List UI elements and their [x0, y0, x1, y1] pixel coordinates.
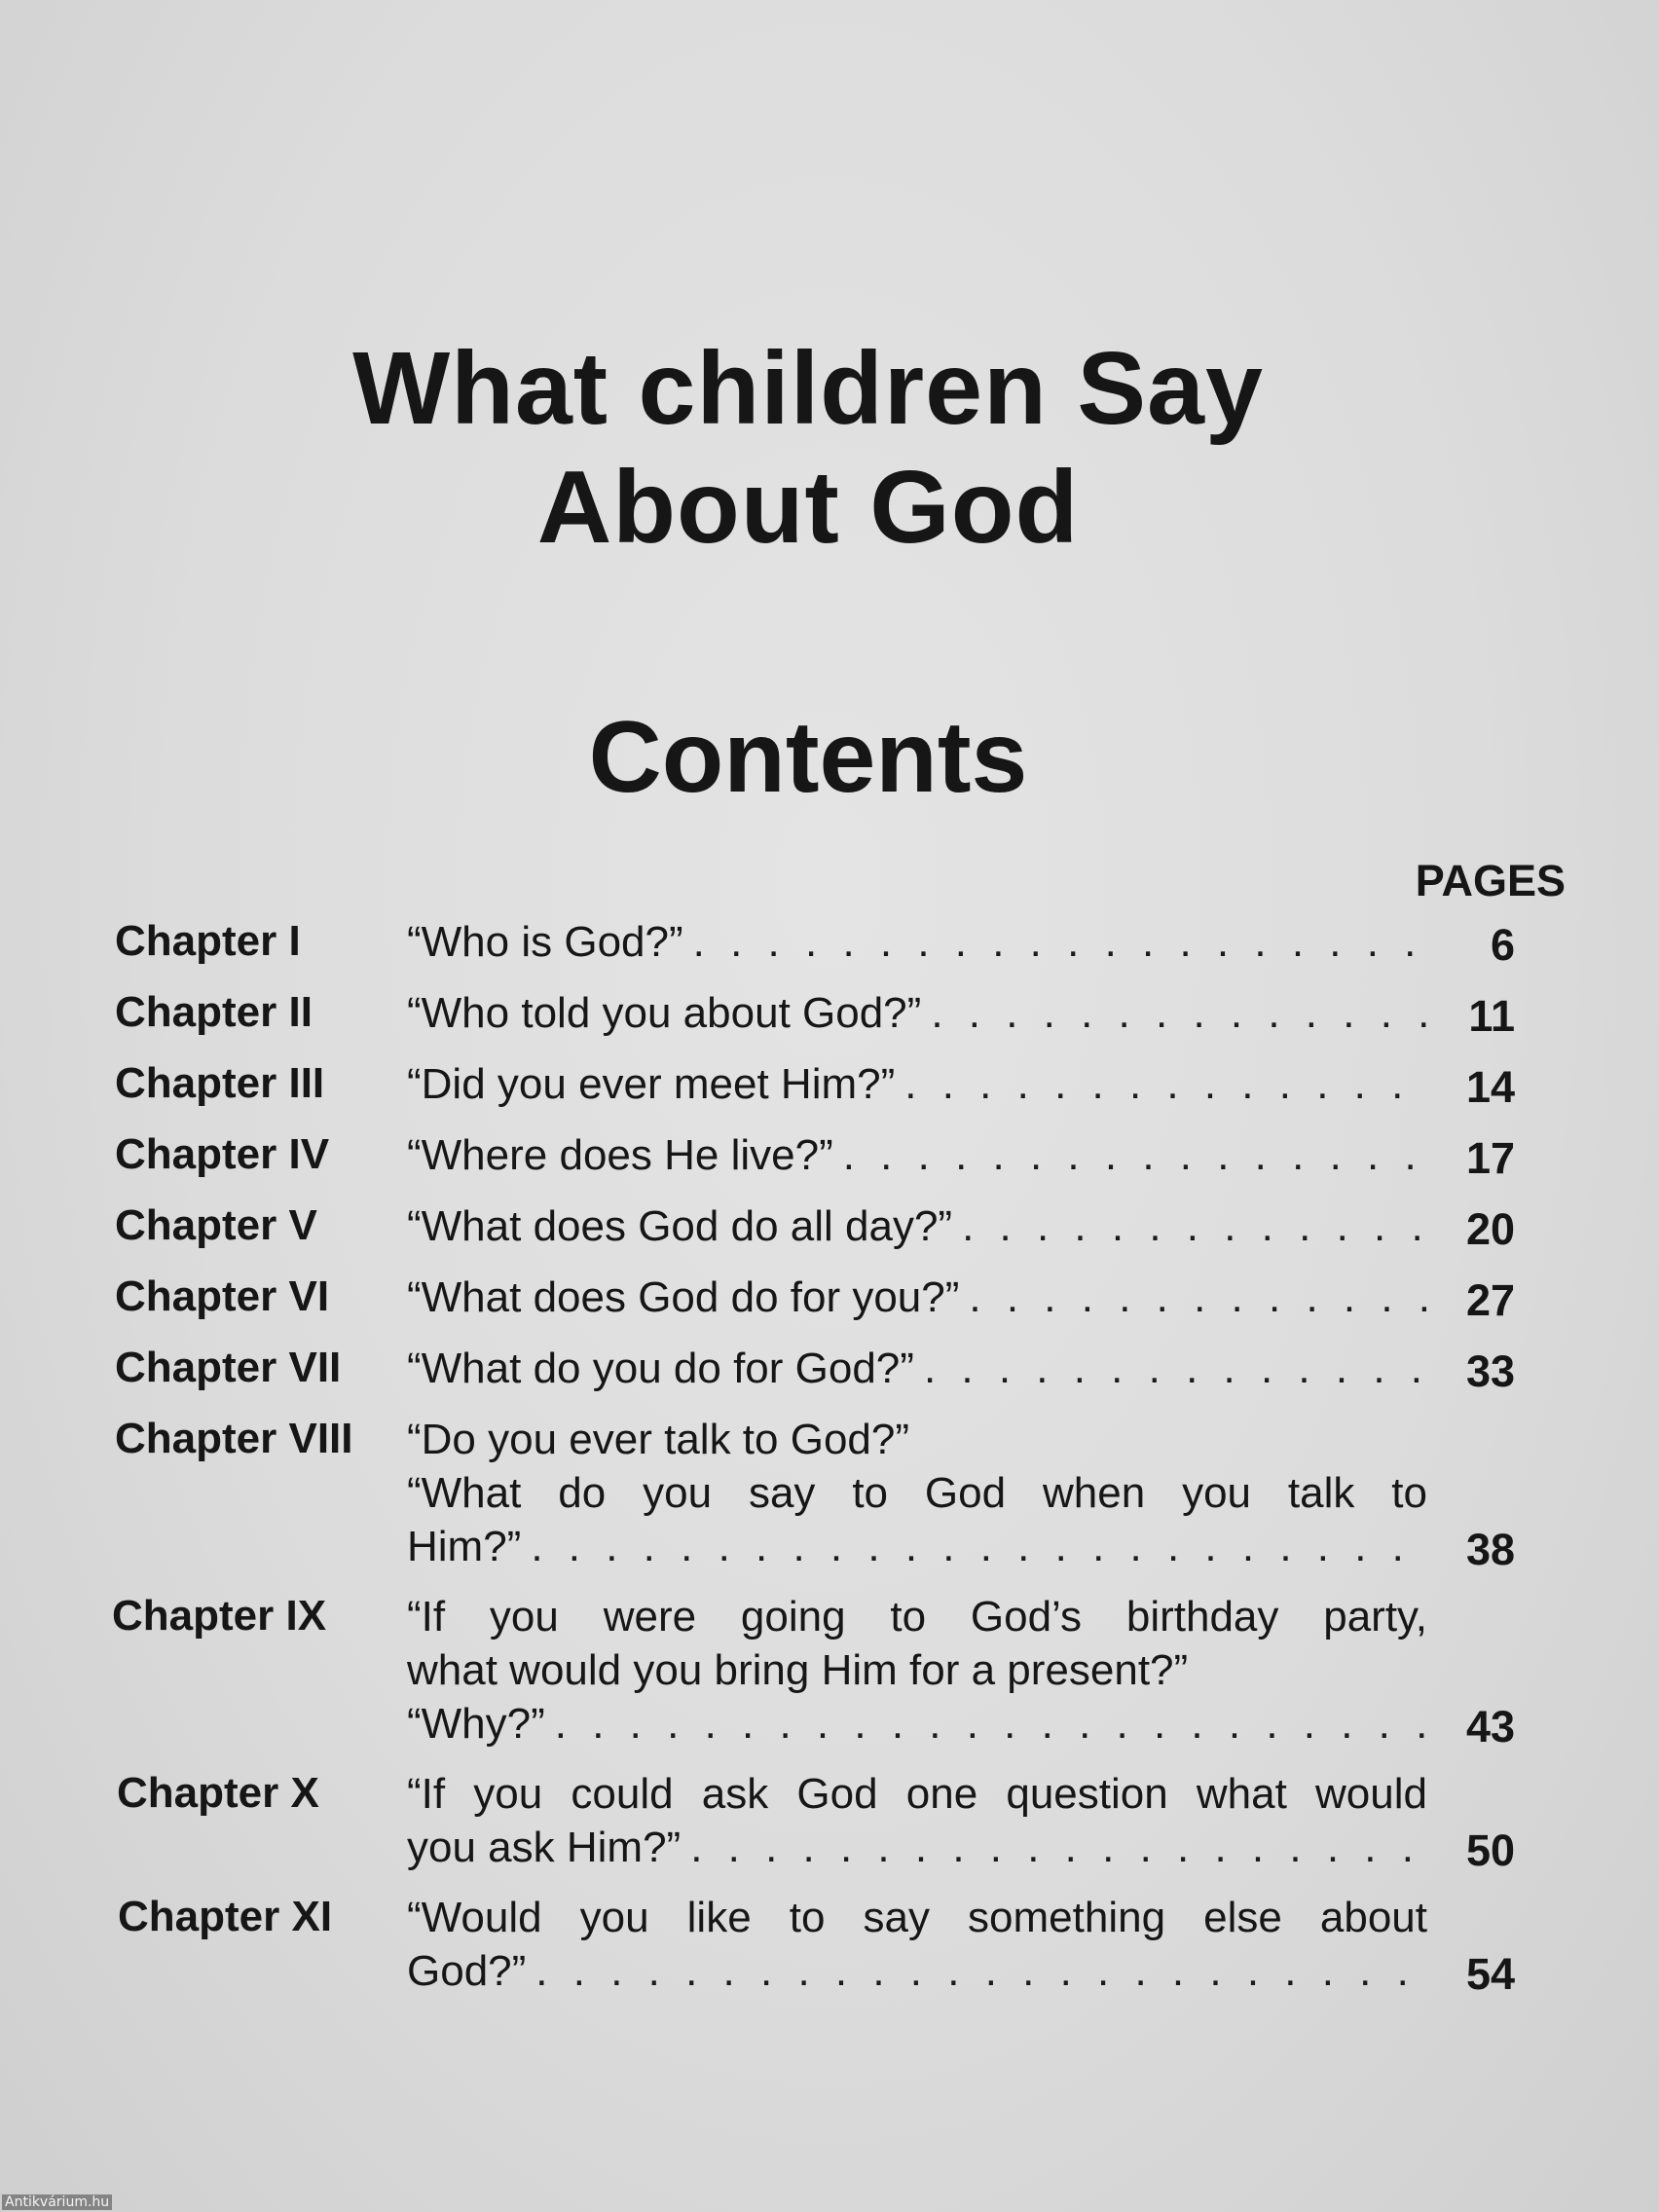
chapter-title-line: “What do you say to God when you talk to [407, 1469, 1427, 1517]
chapter-title-line: what would you bring Him for a present?” [407, 1646, 1189, 1694]
page-number: 54 [1465, 1949, 1515, 1999]
page-number: 27 [1465, 1275, 1515, 1325]
chapter-title [407, 986, 1427, 1040]
chapter-label: Chapter V [115, 1201, 317, 1249]
chapter-title-line: “What do you do for God?” . . . [407, 1342, 1427, 1395]
chapter-title-line: “Did you ever meet Him?” . . . [407, 1057, 1427, 1111]
chapter-title-line: God?” . . . [407, 1944, 1427, 1998]
chapter-title [407, 1199, 1427, 1253]
book-title-line-1: What children Say [352, 331, 1264, 446]
dot-leader [962, 1199, 1427, 1253]
page-number: 14 [1465, 1062, 1515, 1112]
chapter-title [407, 1342, 1427, 1395]
chapter-label: Chapter VI [115, 1272, 330, 1320]
chapter-title-line: “What does God do for you?” . . . [407, 1271, 1427, 1324]
page-number: 20 [1465, 1204, 1515, 1254]
dot-leader [690, 1821, 1427, 1874]
page-number: 50 [1465, 1825, 1515, 1875]
chapter-title [407, 1413, 1427, 1573]
chapter-title [407, 1128, 1427, 1182]
chapter-label: Chapter IV [115, 1130, 330, 1178]
chapter-title [407, 915, 1427, 969]
dot-leader [931, 986, 1427, 1040]
dot-leader [843, 1128, 1427, 1182]
dot-leader [969, 1271, 1427, 1324]
chapter-title [407, 1271, 1427, 1324]
chapter-title-line: “If you could ask God one question what would [407, 1770, 1427, 1818]
page-number: 17 [1465, 1133, 1515, 1183]
chapter-label: Chapter III [115, 1059, 325, 1107]
page-number: 38 [1465, 1525, 1515, 1574]
dot-leader [693, 915, 1427, 969]
chapter-title-line: “Who told you about God?” . . . [407, 986, 1427, 1040]
dot-leader [904, 1057, 1427, 1111]
chapter-title-line: you ask Him?” . . . [407, 1821, 1427, 1874]
chapter-label: Chapter VIII [115, 1415, 353, 1462]
contents-heading: Contents [588, 701, 1028, 814]
chapter-title-line: “Do you ever talk to God?” [407, 1416, 910, 1463]
dot-leader [555, 1697, 1427, 1751]
chapter-label: Chapter XI [118, 1893, 333, 1940]
chapter-title-line: Him?” . . . [407, 1520, 1427, 1573]
dot-leader [924, 1342, 1427, 1395]
pages-column-header: PAGES [1415, 856, 1566, 905]
chapter-label: Chapter IX [112, 1592, 327, 1640]
chapter-title-line: “If you were going to God’s birthday party, [407, 1593, 1427, 1641]
chapter-title [407, 1590, 1427, 1751]
page-number: 6 [1490, 920, 1515, 970]
chapter-title-line: “Where does He live?” . . . [407, 1128, 1427, 1182]
book-title-line-2: About God [536, 450, 1080, 565]
page-number: 33 [1465, 1346, 1515, 1396]
chapter-label: Chapter VII [115, 1344, 342, 1391]
page-number: 11 [1468, 991, 1515, 1041]
dot-leader [535, 1944, 1427, 1998]
chapter-title [407, 1057, 1427, 1111]
chapter-title-line: “Would you like to say something else about [407, 1894, 1427, 1941]
page-number: 43 [1465, 1702, 1515, 1751]
chapter-label: Chapter II [115, 988, 313, 1036]
chapter-label: Chapter X [117, 1769, 319, 1817]
chapter-title [407, 1767, 1427, 1874]
watermark: Antikvárium.hu [2, 2194, 112, 2210]
chapter-label: Chapter I [115, 917, 301, 965]
chapter-title-line: “What does God do all day?” . . . [407, 1199, 1427, 1253]
chapter-title-line: “Who is God?” . . . [407, 915, 1427, 969]
chapter-title-line: “Why?” . . . [407, 1697, 1427, 1751]
dot-leader [531, 1520, 1427, 1573]
chapter-title [407, 1891, 1427, 1998]
